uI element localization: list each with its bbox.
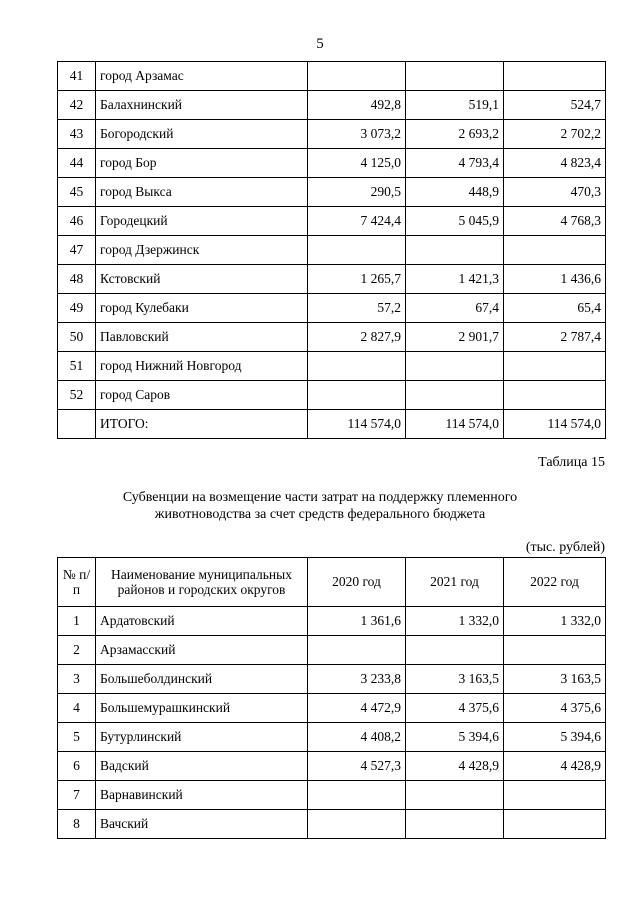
table-row <box>58 810 606 839</box>
value-2021 <box>406 62 504 91</box>
table-row <box>58 665 606 694</box>
value-2021: 448,9 <box>406 178 504 207</box>
value-2020: 492,8 <box>308 91 406 120</box>
row-name: ИТОГО: <box>96 410 308 439</box>
row-number: 4 <box>58 694 96 723</box>
value-2022: 4 375,6 <box>504 694 606 723</box>
table-row <box>58 236 606 265</box>
value-2020: 4 472,9 <box>308 694 406 723</box>
value-2021: 5 045,9 <box>406 207 504 236</box>
row-name: Варнавинский <box>96 781 308 810</box>
value-2020 <box>308 352 406 381</box>
row-number: 48 <box>58 265 96 294</box>
value-2022: 4 823,4 <box>504 149 606 178</box>
value-2021: 4 428,9 <box>406 752 504 781</box>
value-2020 <box>308 62 406 91</box>
value-2022: 3 163,5 <box>504 665 606 694</box>
value-2022: 1 436,6 <box>504 265 606 294</box>
header-name: Наименование муниципальных районов и городских округов <box>96 558 308 607</box>
table-row <box>58 294 606 323</box>
value-2021: 2 693,2 <box>406 120 504 149</box>
row-number: 51 <box>58 352 96 381</box>
table-row <box>58 120 606 149</box>
row-name: Вадский <box>96 752 308 781</box>
value-2020 <box>308 810 406 839</box>
row-number: 45 <box>58 178 96 207</box>
table-row <box>58 91 606 120</box>
table-row <box>58 636 606 665</box>
value-2021 <box>406 236 504 265</box>
value-2020: 2 827,9 <box>308 323 406 352</box>
table-row <box>58 178 606 207</box>
header-2022: 2022 год <box>504 558 606 607</box>
value-2020: 4 408,2 <box>308 723 406 752</box>
header-number: № п/п <box>58 558 96 607</box>
value-2020 <box>308 781 406 810</box>
page-number: 5 <box>316 36 324 52</box>
row-number: 44 <box>58 149 96 178</box>
row-name: Большеболдинский <box>96 665 308 694</box>
value-2020: 4 125,0 <box>308 149 406 178</box>
value-2020: 3 233,8 <box>308 665 406 694</box>
value-2021: 1 421,3 <box>406 265 504 294</box>
table-row <box>58 694 606 723</box>
row-number: 49 <box>58 294 96 323</box>
row-name: Ардатовский <box>96 607 308 636</box>
row-number: 3 <box>58 665 96 694</box>
value-2021: 4 793,4 <box>406 149 504 178</box>
value-2020 <box>308 636 406 665</box>
table-row <box>58 149 606 178</box>
row-number: 43 <box>58 120 96 149</box>
row-name: город Кулебаки <box>96 294 308 323</box>
value-2022: 2 702,2 <box>504 120 606 149</box>
value-2022: 470,3 <box>504 178 606 207</box>
value-2022: 114 574,0 <box>504 410 606 439</box>
value-2022 <box>504 62 606 91</box>
table-row <box>58 410 606 439</box>
row-number: 8 <box>58 810 96 839</box>
row-name: город Саров <box>96 381 308 410</box>
value-2020: 114 574,0 <box>308 410 406 439</box>
value-2022 <box>504 352 606 381</box>
row-number: 50 <box>58 323 96 352</box>
table-row <box>58 781 606 810</box>
value-2022: 1 332,0 <box>504 607 606 636</box>
value-2022: 4 428,9 <box>504 752 606 781</box>
row-name: Балахнинский <box>96 91 308 120</box>
row-number: 41 <box>58 62 96 91</box>
row-name: Арзамасский <box>96 636 308 665</box>
row-name: город Дзержинск <box>96 236 308 265</box>
unit-label: (тыс. рублей) <box>525 540 605 555</box>
value-2020: 7 424,4 <box>308 207 406 236</box>
value-2022 <box>504 236 606 265</box>
table-row <box>58 62 606 91</box>
header-2020: 2020 год <box>308 558 406 607</box>
value-2021 <box>406 636 504 665</box>
row-number: 1 <box>58 607 96 636</box>
value-2021 <box>406 781 504 810</box>
value-2022: 2 787,4 <box>504 323 606 352</box>
row-number: 46 <box>58 207 96 236</box>
table-row <box>58 352 606 381</box>
value-2020 <box>308 381 406 410</box>
value-2022: 4 768,3 <box>504 207 606 236</box>
value-2022: 65,4 <box>504 294 606 323</box>
value-2021 <box>406 381 504 410</box>
row-name: Бутурлинский <box>96 723 308 752</box>
row-name: Вачский <box>96 810 308 839</box>
table-caption: Субвенции на возмещение части затрат на поддержку племенного животноводства за счет средств федерального бюджета <box>122 490 518 522</box>
value-2020: 1 361,6 <box>308 607 406 636</box>
table-row <box>58 323 606 352</box>
value-2021: 114 574,0 <box>406 410 504 439</box>
value-2022 <box>504 810 606 839</box>
header-2021: 2021 год <box>406 558 504 607</box>
table-label: Таблица 15 <box>538 455 605 470</box>
row-number: 6 <box>58 752 96 781</box>
table-previous-continued <box>57 61 606 439</box>
row-number: 47 <box>58 236 96 265</box>
value-2021: 5 394,6 <box>406 723 504 752</box>
row-number <box>58 410 96 439</box>
row-name: Павловский <box>96 323 308 352</box>
row-number: 7 <box>58 781 96 810</box>
table-row <box>58 607 606 636</box>
table-row <box>58 752 606 781</box>
row-name: город Нижний Новгород <box>96 352 308 381</box>
table-15 <box>57 557 606 839</box>
row-number: 2 <box>58 636 96 665</box>
table-header-row <box>58 558 606 607</box>
table2-body <box>58 607 606 839</box>
value-2020: 4 527,3 <box>308 752 406 781</box>
row-name: город Выкса <box>96 178 308 207</box>
row-number: 52 <box>58 381 96 410</box>
row-name: Большемурашкинский <box>96 694 308 723</box>
table1-body <box>58 62 606 439</box>
table-row <box>58 207 606 236</box>
table-row <box>58 265 606 294</box>
value-2022: 524,7 <box>504 91 606 120</box>
value-2021: 3 163,5 <box>406 665 504 694</box>
row-name: Богородский <box>96 120 308 149</box>
row-name: Городецкий <box>96 207 308 236</box>
value-2021: 4 375,6 <box>406 694 504 723</box>
value-2020: 3 073,2 <box>308 120 406 149</box>
value-2020: 1 265,7 <box>308 265 406 294</box>
value-2022 <box>504 381 606 410</box>
value-2021: 519,1 <box>406 91 504 120</box>
row-name: город Арзамас <box>96 62 308 91</box>
value-2022: 5 394,6 <box>504 723 606 752</box>
value-2021 <box>406 810 504 839</box>
row-number: 5 <box>58 723 96 752</box>
value-2020: 57,2 <box>308 294 406 323</box>
table-row <box>58 723 606 752</box>
row-number: 42 <box>58 91 96 120</box>
value-2020: 290,5 <box>308 178 406 207</box>
row-name: Кстовский <box>96 265 308 294</box>
value-2022 <box>504 636 606 665</box>
value-2021: 67,4 <box>406 294 504 323</box>
table-row <box>58 381 606 410</box>
value-2022 <box>504 781 606 810</box>
value-2021: 2 901,7 <box>406 323 504 352</box>
value-2021 <box>406 352 504 381</box>
value-2021: 1 332,0 <box>406 607 504 636</box>
value-2020 <box>308 236 406 265</box>
row-name: город Бор <box>96 149 308 178</box>
